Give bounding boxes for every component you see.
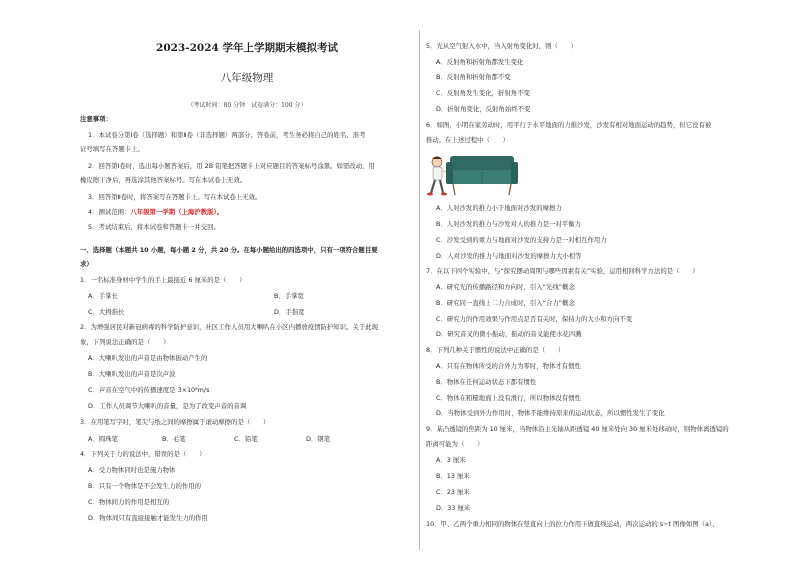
note-line: 5．考试结束后，将本试卷和答题卡一并交回。 [88,223,220,231]
option: C．物体在粗糙地面上没有滑行，所以物体没有惯性 [436,394,582,402]
section-heading: 一、选择题（本题共 10 小题，每小题 2 分，共 20 分。在每小题给出的四选项中，只有一项符合题目要 [80,246,378,254]
option: B．只有一个物体是不会发生力的作用的 [88,482,202,490]
note-scope-value: 八年级第一学期（上海沪教版）。 [130,208,224,216]
question-stem: 距离可能为（ ） [426,440,484,448]
option: A．手掌长 [88,292,118,300]
section-heading: 求） [80,260,93,268]
option: A．3 厘米 [436,456,466,464]
question-stem: 10．甲、乙两个重力相同的物体在竖直向上的拉力作用下做直线运动，两次运动的 s−t 图像如图（a）、 [426,520,719,528]
question-stem: 象，下列说法正确的是（ ） [80,338,170,346]
option: B．反射角和折射角都不变 [436,73,511,81]
note-scope-label: 4．测试范围： [88,208,131,216]
option: A．大喇叭发出的声音是由物体振动产生的 [88,354,208,362]
option: A．圆珠笔 [88,435,118,443]
option: A．人对沙发的推力小于地面对沙发的摩擦力 [436,204,562,212]
option: C．沙发受到的重力与地面对沙发的支持力是一对相互作用力 [436,236,607,244]
question-stem: 2．为增强居民对新冠病毒的科学防护意识，社区工作人员用大喇叭在小区内播放疫情防护知识。关于此现 [80,323,379,331]
option: C．反射角发生变化，折射角不变 [436,89,530,97]
option: D．工作人员调节大喇叭的音量，是为了改变声音的音调 [88,402,247,410]
person-pushing-illustration [427,157,448,196]
option: C．物体间力的作用是相互的 [88,498,170,506]
exam-title: 2023-2024 学年上学期期末模拟考试 [156,42,338,54]
column-divider [419,30,420,550]
note-line: 3．回答第Ⅱ卷时，将答案写在答题卡上。写在本试卷上无效。 [88,193,262,201]
sofa-illustration [426,148,518,200]
option: D．当物体受到外力作用时，物体不能维持原来的运动状态，所以惯性发生了变化 [436,409,665,417]
option: B．毛笔 [162,435,186,443]
option: C．大拇指长 [88,308,125,316]
question-stem: 8．下列几种关于惯性的说法中正确的是（ ） [426,346,565,354]
option: D．折射角变化，反射角始终不变 [436,105,531,113]
option: B．研究同一直线上二力合成时，引入“合力”概念 [436,299,575,307]
option: B．13 厘米 [436,472,470,480]
option: D．研究音叉的微小振动，振动的音叉能使水花四溅 [436,330,582,338]
note-line: 1．本试卷分第Ⅰ卷（选择题）和第Ⅱ卷（非选择题）两部分。答卷前，考生务必将自己的姓名、准考 [88,131,366,139]
option: D．人对沙发的推力与地面对沙发的摩擦力大小相等 [436,252,582,260]
option: B．物体在任何运动状态下都有惯性 [436,378,537,386]
option: B．大喇叭发出的声音是次声波 [88,370,176,378]
question-stem: 7．在以下四个实验中，与“探究摆动周期与哪些因素有关”实验，运用相同科学方法的是（ ） [426,267,699,275]
question-stem: 6．如图，小明在家劳动时，用平行于水平地面的力推沙发，沙发有相对地面运动的趋势，但它没有被 [426,121,712,129]
exam-info: （考试时间：80 分钟 试卷满分：100 分） [187,102,307,109]
option: C．23 厘米 [436,488,470,496]
note-line: 2．回答第Ⅰ卷时，选出每小题答案后，用 2B 铅笔把答题卡上对应题目的答案标号涂黑。如需改动，用 [88,162,375,170]
question-stem: 3．在用笔写字时，笔尖与纸之间的摩擦属于滚动摩擦的是（ ） [80,418,270,426]
option: C．研究力的作用效果与作用点是否有关时，保持力的大小和方向不变 [436,315,633,323]
option: A．反射角和折射角都发生变化 [436,58,524,66]
option: C．铅笔 [234,435,258,443]
question-stem: 4．下列关于力的说法中，错误的是（ ） [80,450,206,458]
option: A．研究光的传播路径和方向时，引入“光线”概念 [436,283,575,291]
note-line: 证号填写在答题卡上。 [80,145,144,153]
option: A．受力物体同时也是施力物体 [88,466,176,474]
notes-heading: 注意事项： [80,115,112,123]
option: B．人对沙发的推力与沙发对人的推力是一对平衡力 [436,220,581,228]
option: D．33 厘米 [436,504,471,512]
note-scope [88,208,223,217]
option: D．钢笔 [306,435,331,443]
question-stem: 5．光从空气射入水中，当入射角变化时，则（ ） [426,42,578,50]
question-stem: 9．某凸透镜的焦距为 10 厘米，当物体沿主光轴从距透镜 40 厘米处向 30 厘米处移动时，则物体离透镜的 [426,425,729,433]
question-stem: 推动。在上述过程中（ ） [426,136,510,144]
option: C．声音在空气中的传播速度是 3×10⁸m/s [88,386,210,394]
exam-subject: 八年级物理 [220,72,274,84]
note-line: 橡皮擦干净后，再选涂其他答案标号。写在本试卷上无效。 [80,176,247,184]
question-stem: 1．一名标准身材中学生的手上最接近 6 厘米的是（ ） [80,276,246,284]
option: D．物体间只有直接接触才能发生力的作用 [88,514,208,522]
option: A．只有在物体所受的合外力为零时，物体才有惯性 [436,362,581,370]
option: D．手指宽 [274,308,305,316]
option: B．手掌宽 [274,292,304,300]
